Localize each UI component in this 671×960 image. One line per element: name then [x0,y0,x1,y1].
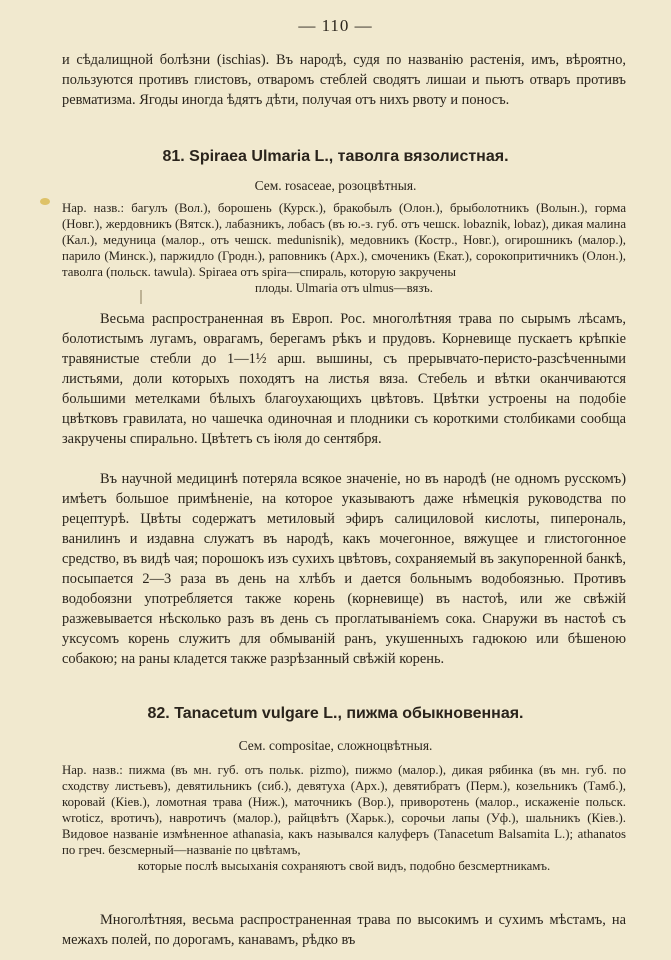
heading-spiraea-ulmaria: 81. Spiraea Ulmaria L., таволга вязолистная. [162,148,509,165]
popular-names-spiraea-last: плоды. Ulmaria отъ ulmus—вязъ. [254,281,434,295]
paragraph-spiraea-usage: Въ научной медицинѣ потеряла всякое значеніе, но въ народѣ (не одномъ русскомъ) имѣетъ большое примѣненіе, на которое указываютъ даже нѣмецкія руководства по рецептурѣ. Цвѣты содержатъ метиловый эфиръ салициловой кислоты, пиперональ, ванилинъ и издавна служатъ въ народѣ, какъ мочегонное, вяжущее и глистогонное средство, въ видѣ чая; порошокъ изъ сухихъ цвѣтовъ, сохраняемый въ закупоренной банкѣ, посыпается 2—3 раза въ день на хлѣбъ и дается больнымъ водобоязнью. Противъ водобоязни употребляется также корень (корневище) въ настоѣ, или же свѣжій разжевывается нѣсколько разъ въ день съ проглатываніемъ сока. Снаружи въ настоѣ съ уксусомъ корень служитъ для обмываній ранъ, укушенныхъ гадюкою или бѣшеною собакою; на раны кладется также разрѣзанный свѣжій корень. [62,471,626,667]
paper-scratch [140,290,142,304]
popular-names-tanacetum-last: которые послѣ высыханія сохраняютъ свой видъ, подобно безсмертникамъ. [137,859,551,873]
popular-names-tanacetum-text: Нар. назв.: пижма (въ мн. губ. отъ польк. pizmo), пижмо (малор.), дикая рябинка (въ мн. губ. по сходству листьевъ), девятильникъ (сиб.), девятуха (Арх.), девятибратъ (Перм.), козельникъ (Тамб.), коровай (Кіев.), ломотная трава (Ниж.), маточникъ (Вор.), приворотень (малор., искаженіе польск. wrotiсz, вротичъ), навротичъ (малор.), райцвѣтъ (Харьк.), сорочьи лапы (Уф.), шальникъ (Кіев.). Видовое названіе измѣненное athanasia, какъ назывался калуферъ (Tanacetum Balsamita L.); athanatos по греч. безсмерный—названіе по цвѣтамъ, [62,763,626,857]
popular-names-spiraea [62,200,626,296]
paragraph-ischias-end: и сѣдалищной болѣзни (ischias). Въ народѣ, судя по названію растенія, имъ, вѣроятно, пользуются противъ глистовъ, отваромъ стеблей сводятъ лишаи и пьютъ отваръ противъ ревматизма. Ягоды иногда ѣдятъ дѣти, получая отъ нихъ рвоту и поносъ. [62,52,626,108]
paper-stain [40,198,50,205]
page-number: — 110 — [298,16,373,35]
popular-names-spiraea-text: Нар. назв.: багулъ (Вол.), борошень (Курск.), бракобылъ (Олон.), брыболотникъ (Волын.), горма (Новг.), жердовникъ (Вятск.), лабазникъ, лобасъ (въ ю.-з. губ. отъ чешск. lobaznik, lobaz), дикая малина (Кал.), медуница (малор., отъ чешск. medunisnik), медовникъ (Костр., Новг.), огирошникъ (малор.), парило (Минск.), паржидло (Гродн.), раповникъ (Арх.), смоченикъ (Екат.), сорокопритичникъ (Олон.), таволга (польск. tawula). Spiraea отъ spira—спираль, которую закручены [62,201,626,279]
family-rosaceae: Сем. rosaceae, розоцвѣтныя. [254,178,417,193]
popular-names-tanacetum [62,762,626,874]
heading-tanacetum-vulgare: 82. Tanacetum vulgare L., пижма обыкновенная. [147,705,524,722]
family-compositae: Сем. compositae, сложноцвѣтныя. [238,738,433,753]
paragraph-tanacetum-description: Многолѣтняя, весьма распространенная трава по высокимъ и сухимъ мѣстамъ, на межахъ полей, по дорогамъ, канавамъ, рѣдко въ [62,912,626,948]
paragraph-spiraea-description: Весьма распространенная въ Европ. Рос. многолѣтняя трава по сырымъ лѣсамъ, болотистымъ лугамъ, оврагамъ, берегамъ рѣкъ и прудовъ. Корневище пускаетъ крѣпкіе травянистые стебли до 1—1½ арш. вышины, съ прерывчато-перисто-разсѣченными листьями, доли которыхъ походятъ на листья вяза. Стебель и вѣтки оканчиваются большими метелками бѣлыхъ благоухающихъ цвѣтовъ. Цвѣтки устроены на подобіе цвѣтковъ гравилата, но чашечка одиночная и плодники съ короткими столбиками сообща закручены спирально. Цвѣтетъ съ іюля до сентября. [62,311,626,447]
